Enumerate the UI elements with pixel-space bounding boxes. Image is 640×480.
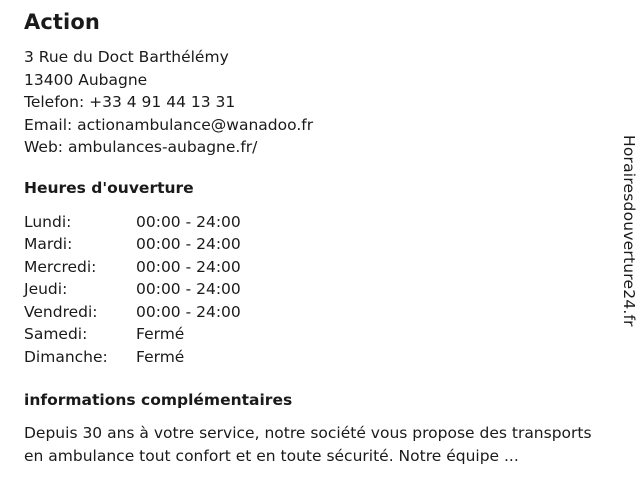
- table-row: [24, 301, 296, 324]
- hours-day-label: Mercredi:: [24, 257, 97, 276]
- hours-day-label: Mardi:: [24, 235, 73, 253]
- address-line-web: Web: ambulances-aubagne.fr/: [24, 138, 258, 156]
- hours-day-label: Dimanche:: [24, 347, 108, 366]
- address-block: [24, 46, 584, 159]
- address-line-street: 3 Rue du Doct Barthélémy: [24, 48, 229, 66]
- hours-day-label: Jeudi:: [24, 280, 68, 298]
- opening-hours-table: [24, 211, 296, 369]
- page-title: Action: [24, 10, 100, 34]
- hours-time-value: Fermé: [136, 347, 185, 366]
- address-line-phone: Telefon: +33 4 91 44 13 31: [24, 93, 236, 111]
- opening-hours-heading: Heures d'ouverture: [24, 178, 194, 197]
- address-line-city: 13400 Aubagne: [24, 70, 148, 89]
- table-row: [24, 233, 296, 256]
- table-row: [24, 211, 296, 234]
- table-row: [24, 323, 296, 346]
- hours-time-value: Fermé: [136, 325, 185, 343]
- hours-day-label: Vendredi:: [24, 302, 98, 321]
- address-line-email: Email: actionambulance@wanadoo.fr: [24, 115, 314, 134]
- content-column: [24, 8, 592, 467]
- hours-day-label: Lundi:: [24, 212, 72, 231]
- hours-time-value: 00:00 - 24:00: [136, 235, 241, 253]
- hours-time-value: 00:00 - 24:00: [136, 212, 241, 231]
- table-row: [24, 278, 296, 301]
- table-row: [24, 256, 296, 279]
- site-watermark: Horairesdouverture24.fr: [620, 135, 638, 327]
- table-row: [24, 346, 296, 369]
- hours-time-value: 00:00 - 24:00: [136, 280, 241, 298]
- additional-info-text: Depuis 30 ans à votre service, notre société vous propose des transports en ambulance tout confort et en toute sécurité. Notre équipe ...: [24, 424, 592, 465]
- additional-info-heading: informations complémentaires: [24, 391, 293, 409]
- hours-day-label: Samedi:: [24, 325, 88, 343]
- hours-time-value: 00:00 - 24:00: [136, 302, 241, 321]
- hours-time-value: 00:00 - 24:00: [136, 257, 241, 276]
